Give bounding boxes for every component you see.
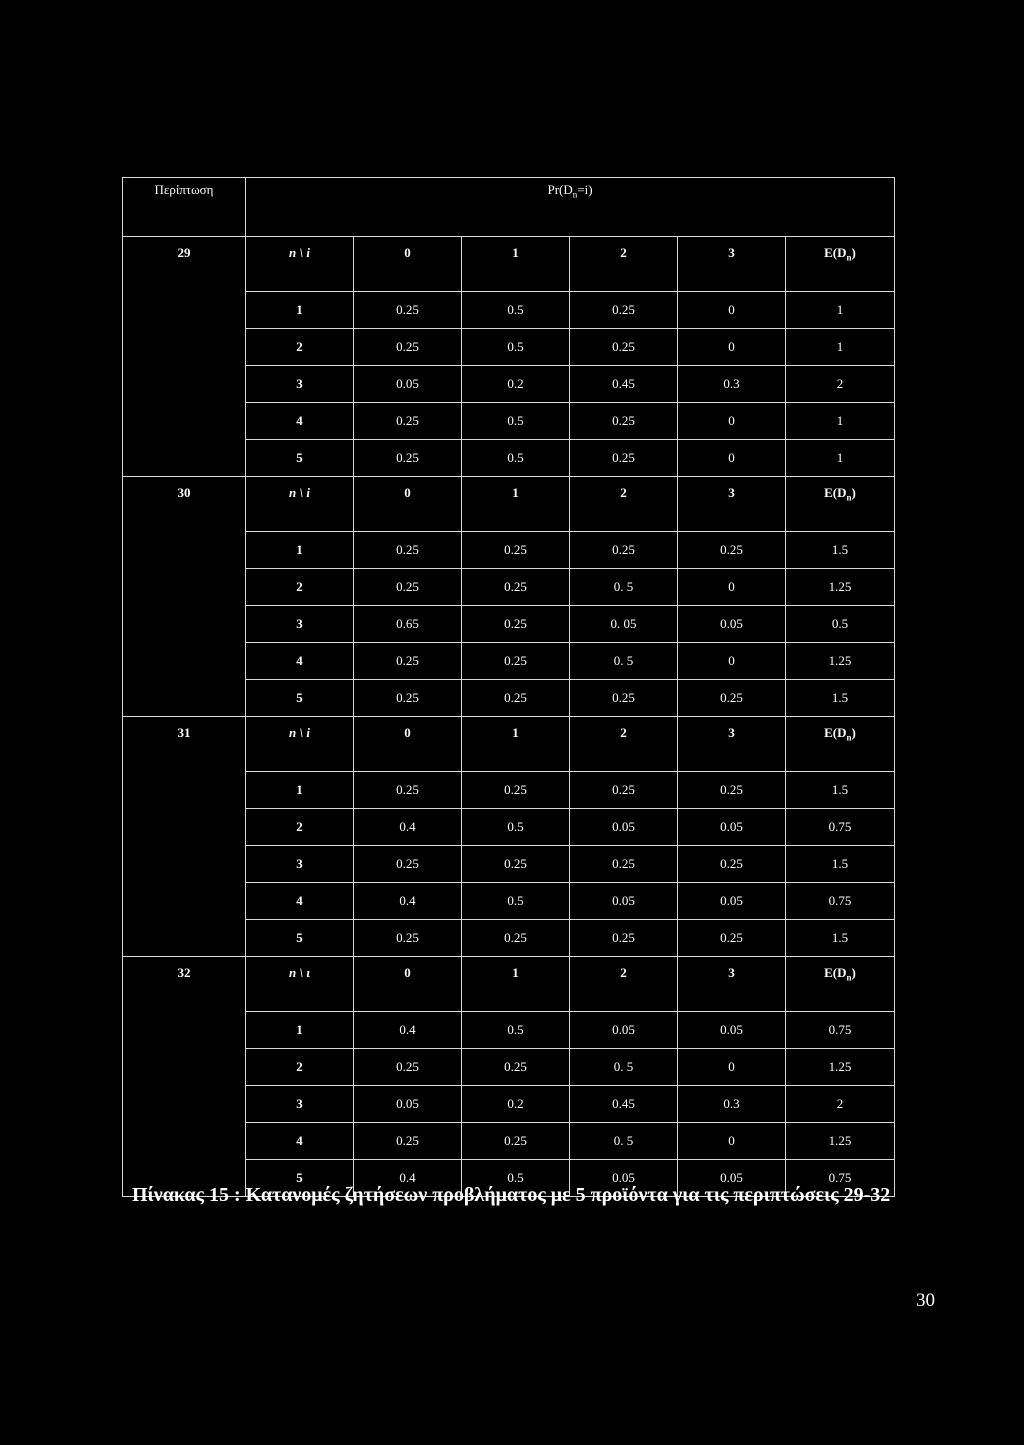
row-index: 5	[246, 1160, 354, 1197]
row-index: 2	[246, 329, 354, 366]
table-cell: 0.25	[462, 569, 570, 606]
table-cell: 0.25	[354, 329, 462, 366]
table-cell: 1.25	[786, 569, 895, 606]
header-case: Περίπτωση	[123, 178, 246, 237]
table-cell: 0.05	[678, 809, 786, 846]
row-index: 5	[246, 920, 354, 957]
row-index: 3	[246, 846, 354, 883]
table-cell: 0.25	[462, 643, 570, 680]
col-header-expectation: $E(D_n)$	[786, 237, 895, 292]
table-cell: 0.05	[678, 883, 786, 920]
col-header-2: 2	[570, 237, 678, 292]
table-cell: 0.4	[354, 1160, 462, 1197]
table-cell: 0.05	[678, 606, 786, 643]
col-header-0: 0	[354, 717, 462, 772]
table-cell: 0.5	[462, 1012, 570, 1049]
row-index: 4	[246, 1123, 354, 1160]
table-cell: 0.25	[354, 1123, 462, 1160]
table-cell: 0.5	[462, 1160, 570, 1197]
col-header-n-i: n \ ι	[246, 957, 354, 1012]
table-cell: 1	[786, 329, 895, 366]
col-header-0: 0	[354, 477, 462, 532]
col-header-n-i: n \ i	[246, 477, 354, 532]
demand-distribution-table	[122, 177, 895, 1197]
row-index: 3	[246, 1086, 354, 1123]
case-header-row	[123, 477, 895, 532]
table-cell: 0.25	[570, 920, 678, 957]
col-header-expectation: $E(D_n)$	[786, 957, 895, 1012]
row-index: 1	[246, 772, 354, 809]
table-cell: 1.5	[786, 680, 895, 717]
row-index: 4	[246, 643, 354, 680]
table-cell: 0.75	[786, 809, 895, 846]
header-probability: $Pr(D_n=i)$	[246, 178, 895, 237]
table-cell: 0.05	[354, 1086, 462, 1123]
table-cell: 1	[786, 292, 895, 329]
case-header-row	[123, 717, 895, 772]
table-cell: 1.25	[786, 643, 895, 680]
row-index: 5	[246, 680, 354, 717]
table-cell: 0.05	[678, 1012, 786, 1049]
table-cell: 0.25	[570, 292, 678, 329]
table-cell: 1.5	[786, 532, 895, 569]
table-cell: 0.25	[462, 772, 570, 809]
table-cell: 0.25	[354, 532, 462, 569]
table-cell: 0.25	[462, 846, 570, 883]
table-cell: 0	[678, 403, 786, 440]
table-cell: 0.25	[354, 292, 462, 329]
table-cell: 0	[678, 569, 786, 606]
table-cell: 0.4	[354, 883, 462, 920]
col-header-1: 1	[462, 957, 570, 1012]
table-cell: 1	[786, 403, 895, 440]
table-cell: 0.25	[570, 440, 678, 477]
table-cell: 0.25	[462, 606, 570, 643]
table-cell: 0	[678, 1049, 786, 1086]
col-header-1: 1	[462, 717, 570, 772]
col-header-3: 3	[678, 717, 786, 772]
table-cell: 0.75	[786, 1012, 895, 1049]
table-cell: 0.25	[678, 772, 786, 809]
table-cell: 0.5	[786, 606, 895, 643]
row-index: 3	[246, 366, 354, 403]
table-cell: 2	[786, 1086, 895, 1123]
table-cell: 0.25	[354, 920, 462, 957]
table-cell: 0.25	[570, 772, 678, 809]
col-header-3: 3	[678, 957, 786, 1012]
table-cell: 0.05	[570, 1012, 678, 1049]
table-cell: 0.4	[354, 1012, 462, 1049]
table-cell: 0.05	[570, 883, 678, 920]
case-id: 32	[123, 957, 246, 1197]
table-cell: 0.25	[354, 846, 462, 883]
col-header-0: 0	[354, 957, 462, 1012]
col-header-n-i: n \ i	[246, 717, 354, 772]
col-header-3: 3	[678, 237, 786, 292]
col-header-expectation: $E(D_n)$	[786, 477, 895, 532]
table-cell: 0.05	[678, 1160, 786, 1197]
table-cell: 0.5	[462, 440, 570, 477]
table-cell: 0.25	[678, 532, 786, 569]
table-cell: 0. 5	[570, 1049, 678, 1086]
table-cell: 0.25	[354, 569, 462, 606]
table-cell: 0. 5	[570, 643, 678, 680]
table-cell: 1.25	[786, 1049, 895, 1086]
table-cell: 0.5	[462, 809, 570, 846]
table-cell: 0.5	[462, 403, 570, 440]
table-cell: 0.2	[462, 366, 570, 403]
row-index: 5	[246, 440, 354, 477]
table-cell: 0.5	[462, 329, 570, 366]
table-cell: 0.75	[786, 883, 895, 920]
table-cell: 0.25	[678, 680, 786, 717]
table-cell: 0.5	[462, 292, 570, 329]
table-cell: 0.25	[462, 532, 570, 569]
table-header-row	[123, 178, 895, 237]
table-cell: 0.25	[462, 1049, 570, 1086]
table-cell: 0	[678, 292, 786, 329]
table-cell: 0.25	[570, 532, 678, 569]
table-cell: 0. 5	[570, 1123, 678, 1160]
table-cell: 0	[678, 643, 786, 680]
table-cell: 0.65	[354, 606, 462, 643]
col-header-0: 0	[354, 237, 462, 292]
table-cell: 0.25	[570, 680, 678, 717]
table-cell: 0.25	[570, 403, 678, 440]
col-header-expectation: $E(D_n)$	[786, 717, 895, 772]
table-cell: 0.25	[354, 680, 462, 717]
row-index: 2	[246, 1049, 354, 1086]
col-header-2: 2	[570, 717, 678, 772]
table-cell: 0.2	[462, 1086, 570, 1123]
table-cell: 0.25	[354, 772, 462, 809]
table-cell: 0.05	[354, 366, 462, 403]
table-cell: 1.5	[786, 772, 895, 809]
table-cell: 1.5	[786, 920, 895, 957]
table-cell: 1.5	[786, 846, 895, 883]
table-cell: 0.25	[354, 643, 462, 680]
table-cell: 0.3	[678, 1086, 786, 1123]
table-cell: 0.25	[570, 329, 678, 366]
table-caption: Πίνακας 15 : Κατανομές ζητήσεων προβλήματος με 5 προϊόντα για τις περιπτώσεις 29-32	[132, 1184, 891, 1206]
table-cell: 0.4	[354, 809, 462, 846]
row-index: 1	[246, 292, 354, 329]
case-header-row	[123, 237, 895, 292]
col-header-1: 1	[462, 477, 570, 532]
col-header-1: 1	[462, 237, 570, 292]
table-cell: 0	[678, 1123, 786, 1160]
table-cell: 0.25	[462, 680, 570, 717]
table-cell: 0.3	[678, 366, 786, 403]
table-cell: 0. 5	[570, 569, 678, 606]
page-number: 30	[916, 1290, 935, 1311]
row-index: 3	[246, 606, 354, 643]
row-index: 2	[246, 809, 354, 846]
row-index: 1	[246, 532, 354, 569]
table-cell: 1.25	[786, 1123, 895, 1160]
table-cell: 0.75	[786, 1160, 895, 1197]
table-cell: 0. 05	[570, 606, 678, 643]
table-cell: 0	[678, 440, 786, 477]
row-index: 4	[246, 883, 354, 920]
col-header-3: 3	[678, 477, 786, 532]
table-cell: 0.45	[570, 1086, 678, 1123]
case-id: 29	[123, 237, 246, 477]
col-header-2: 2	[570, 957, 678, 1012]
table-cell: 0	[678, 329, 786, 366]
table-cell: 0.45	[570, 366, 678, 403]
case-id: 31	[123, 717, 246, 957]
row-index: 2	[246, 569, 354, 606]
table-cell: 0.25	[678, 846, 786, 883]
col-header-n-i: n \ i	[246, 237, 354, 292]
table-cell: 0.05	[570, 1160, 678, 1197]
table-cell: 0.25	[354, 1049, 462, 1086]
table-cell: 0.25	[570, 846, 678, 883]
row-index: 4	[246, 403, 354, 440]
table-cell: 0.25	[678, 920, 786, 957]
table-cell: 2	[786, 366, 895, 403]
table-cell: 0.5	[462, 883, 570, 920]
case-header-row	[123, 957, 895, 1012]
table-cell: 0.25	[462, 920, 570, 957]
row-index: 1	[246, 1012, 354, 1049]
col-header-2: 2	[570, 477, 678, 532]
case-id: 30	[123, 477, 246, 717]
table-cell: 0.25	[354, 403, 462, 440]
table-cell: 0.25	[462, 1123, 570, 1160]
table-cell: 0.25	[354, 440, 462, 477]
table-cell: 1	[786, 440, 895, 477]
table-cell: 0.05	[570, 809, 678, 846]
